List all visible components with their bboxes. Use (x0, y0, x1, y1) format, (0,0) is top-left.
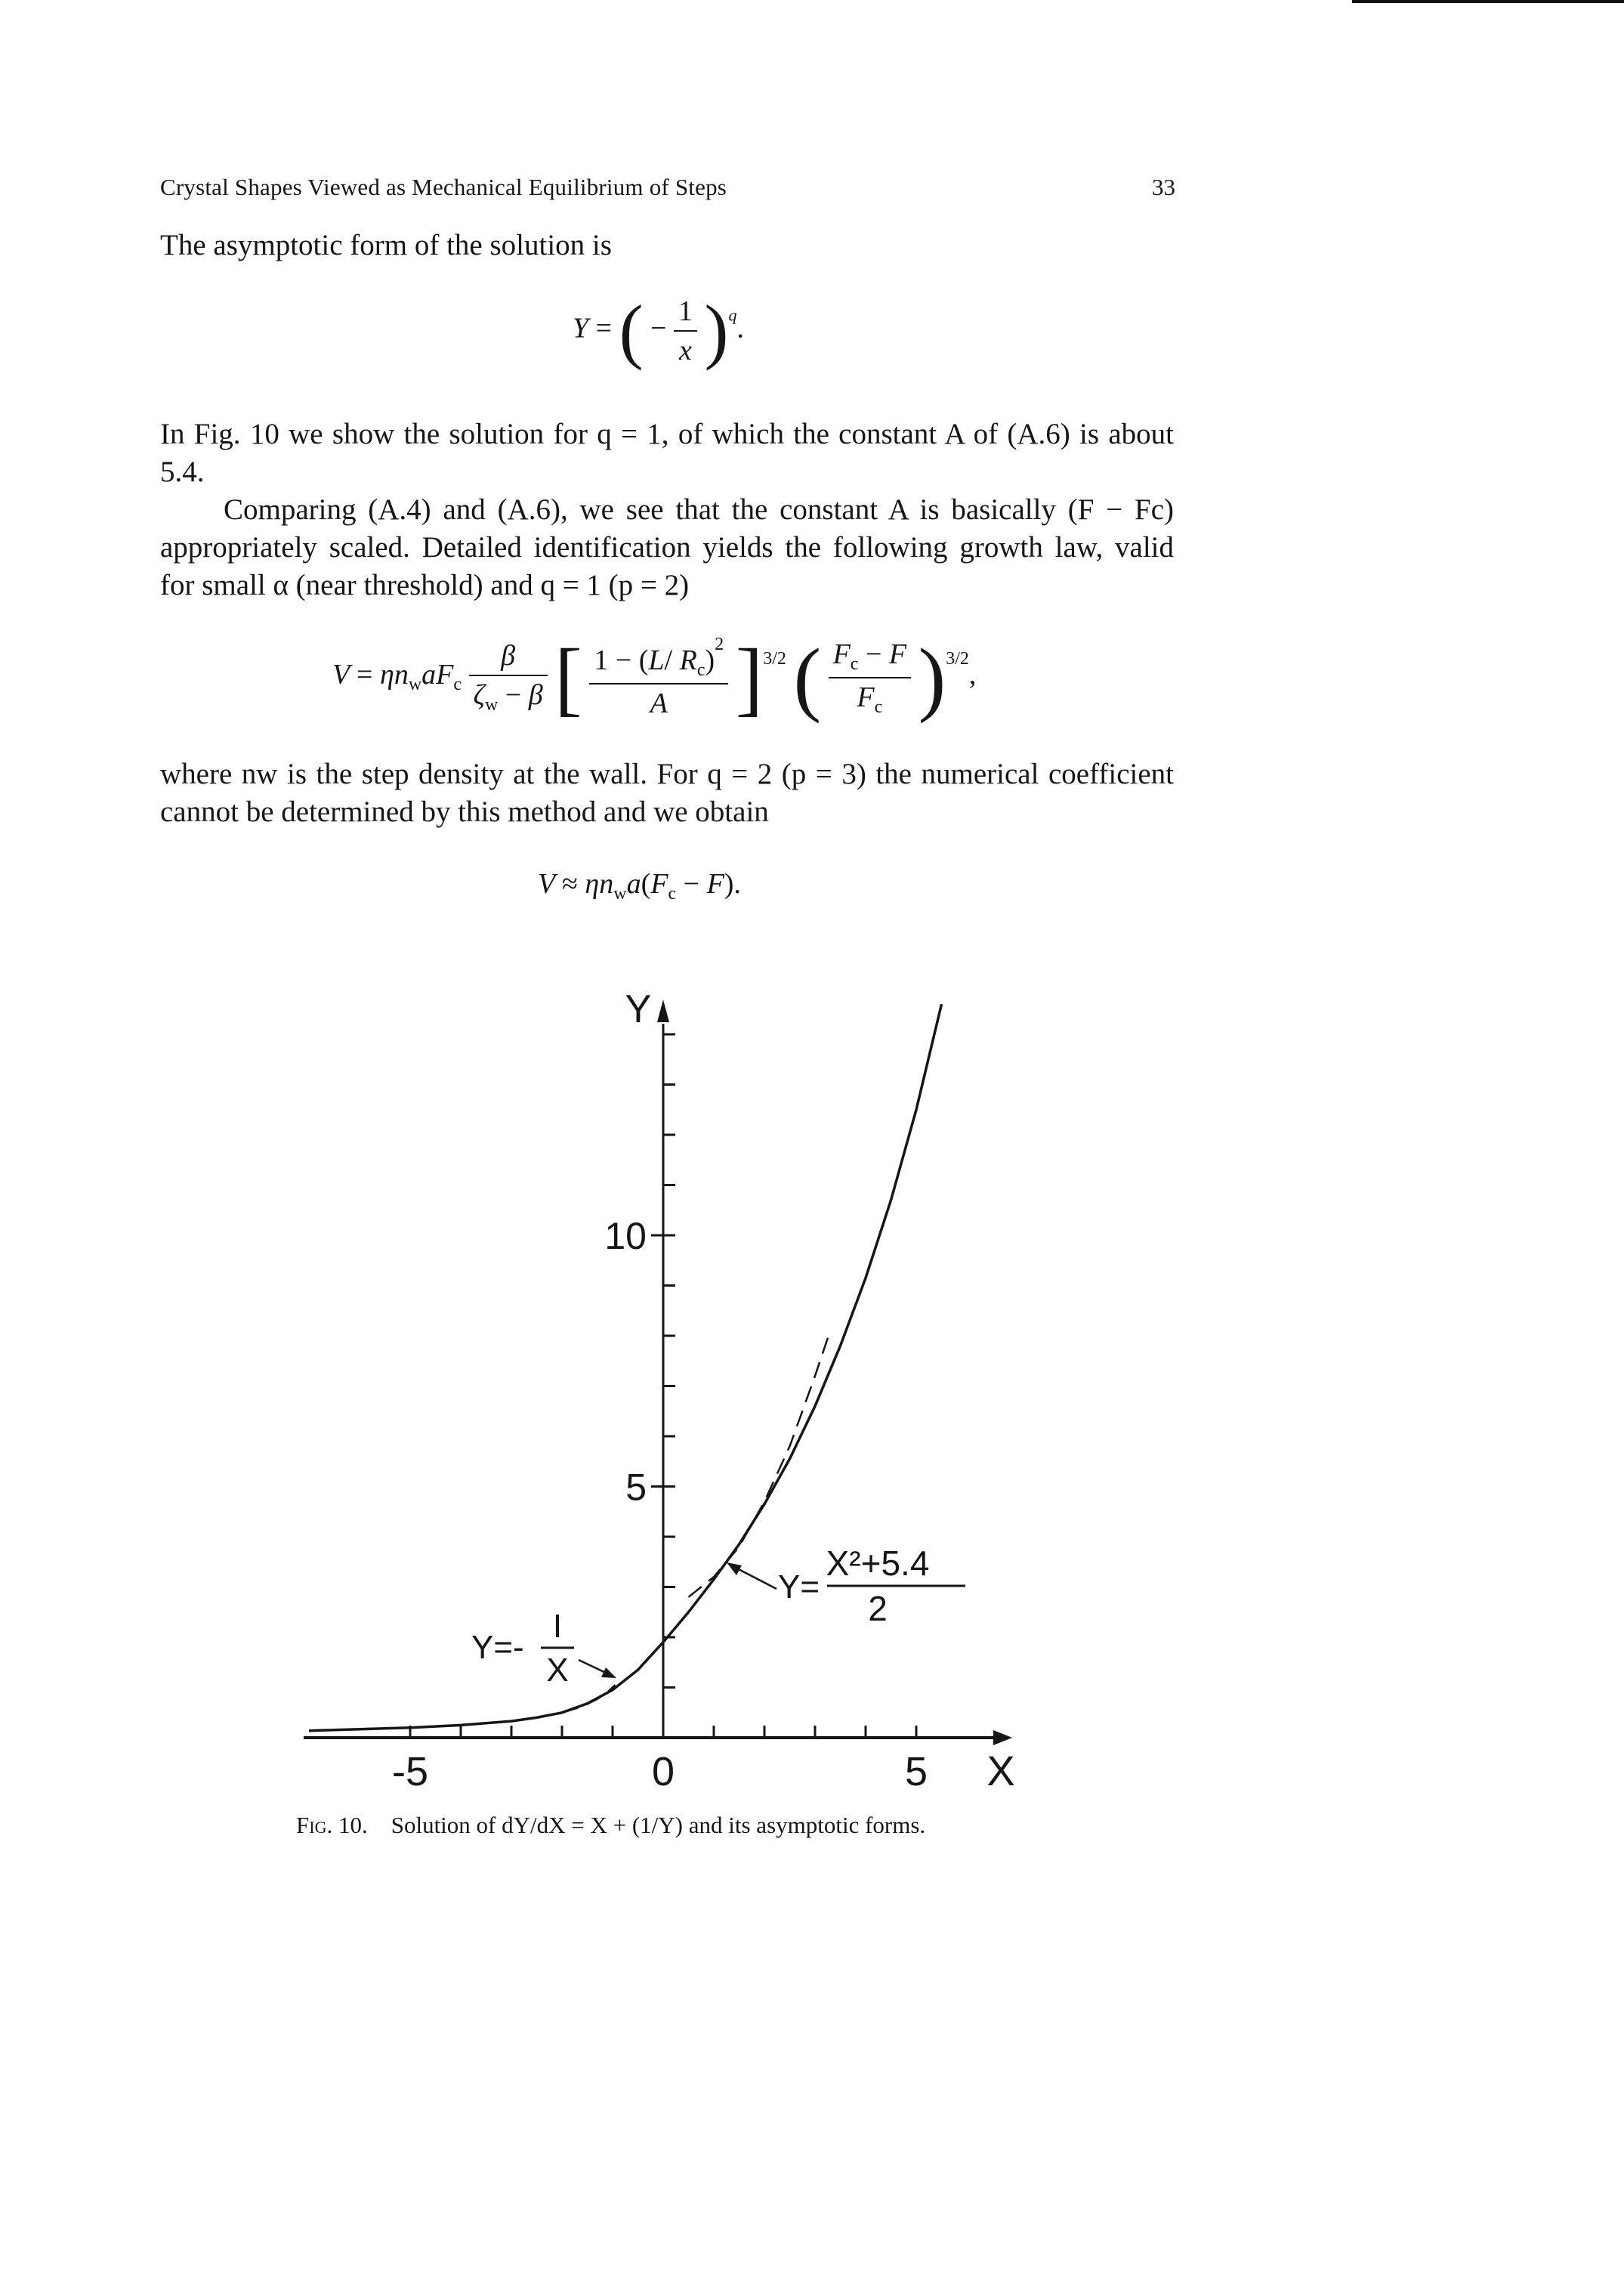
label-pointer-arrowhead (727, 1562, 742, 1575)
paragraph-step-density: where nw is the step density at the wall. For q = 2 (p = 3) the numerical coefficient cannot be determined by this method and we obtain (160, 758, 1174, 828)
equation-growth-law: $V = \eta n_waF_c$ $\frac{\beta}{\zeta_w - \beta}$ [ $\frac{1 - (L/ R_c)^2}{A}$ ]$^{3/2}$ ( $\frac{F_c - F}{F_c}$ )$^{3/2}$, (332, 631, 977, 724)
caption-label: Fig. 10. (296, 1812, 368, 1838)
figure-caption (296, 1812, 925, 1839)
parabola-asymptote-label (727, 1544, 965, 1628)
top-edge-rule (1352, 0, 1624, 3)
x-axis-arrow (993, 1730, 1012, 1745)
label-pointer-arrowhead (601, 1667, 616, 1678)
caption-text: Solution of dY/dX = X + (1/Y) and its asymptotic forms. (391, 1812, 926, 1838)
paragraph-asymptotic-intro: The asymptotic form of the solution is (160, 229, 612, 261)
equation-approx-growth: $V \approx \eta n_wa(F_c - F)$. (538, 868, 741, 904)
y-axis-arrow (657, 1000, 669, 1022)
solution-curve (309, 1004, 942, 1731)
x-tick-label: -5 (391, 1749, 429, 1794)
y-tick-label: 5 (625, 1466, 647, 1509)
asymptote-curve (689, 1330, 831, 1596)
label-denominator: X (546, 1652, 569, 1689)
equation-asymptotic-form: Y = ( − $\frac{1}{x}$ )$^q$. (573, 290, 744, 371)
hyperbola-asymptote-label (471, 1608, 616, 1689)
asymptote-curve (511, 1685, 615, 1721)
label-prefix: Y= (778, 1568, 820, 1605)
figure-10 (295, 978, 1035, 1809)
paragraph-fig10-intro: In Fig. 10 we show the solution for q = 1, of which the constant A of (A.6) is about 5.4. (160, 418, 1174, 488)
label-denominator: 2 (868, 1589, 888, 1628)
paragraph-growth-law: Comparing (A.4) and (A.6), we see that the constant A is basically (F − Fc) appropriately scaled. Detailed identification yields the following growth law, valid for small α (near threshold) and q = 1 (p = 2) (160, 493, 1174, 601)
page-number: 33 (1152, 174, 1175, 200)
x-tick-label: 0 (651, 1749, 675, 1794)
label-numerator: I (552, 1608, 563, 1645)
y-tick-label: 10 (604, 1215, 647, 1257)
y-axis-label: Y (625, 987, 652, 1031)
x-tick-label: 5 (904, 1749, 928, 1794)
running-title: Crystal Shapes Viewed as Mechanical Equilibrium of Steps (160, 174, 727, 200)
label-prefix: Y=- (471, 1629, 524, 1666)
x-axis-label: X (986, 1747, 1015, 1794)
label-numerator: X²+5.4 (826, 1544, 930, 1583)
solution-chart (295, 978, 1035, 1809)
